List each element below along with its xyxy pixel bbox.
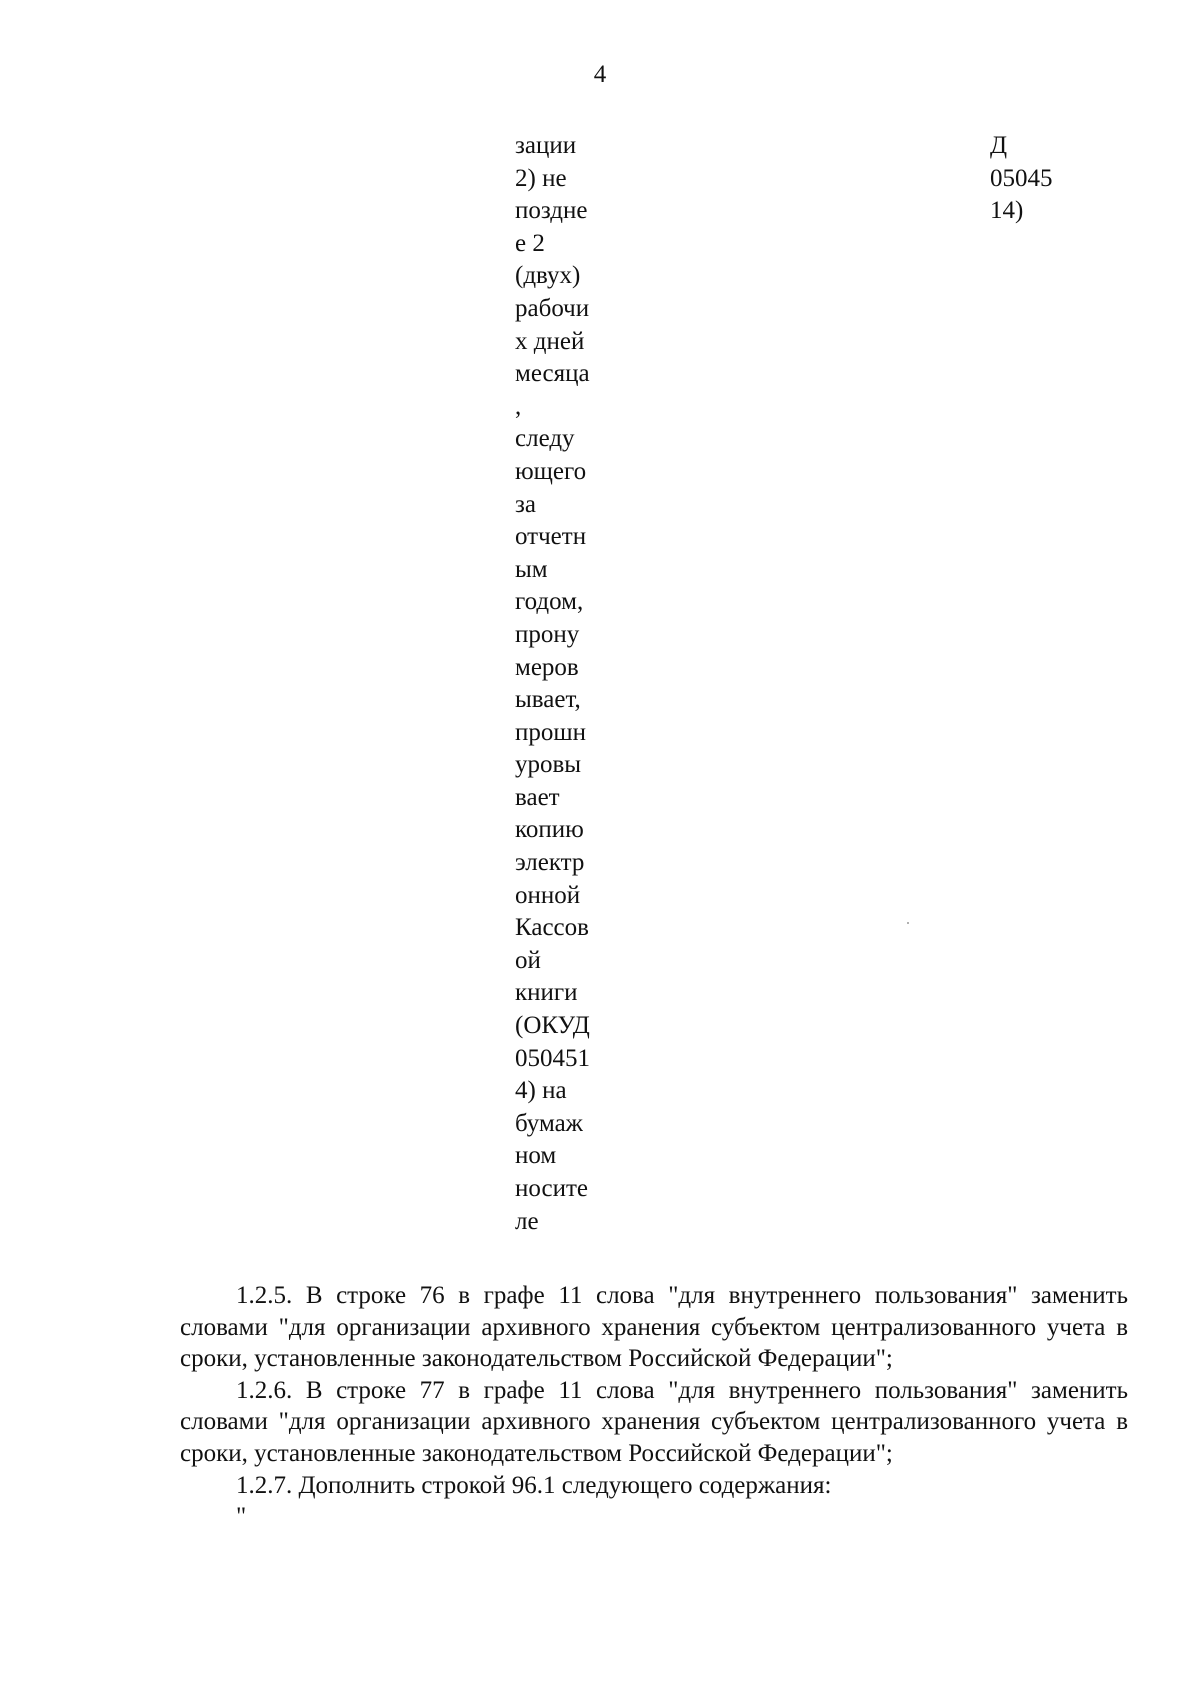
deadline-cell-line: отчетн [515, 523, 587, 551]
deadline-cell-line: ывает, [515, 686, 581, 714]
deadline-cell-line: рабочи [515, 294, 590, 322]
deadline-cell-line: вает [515, 783, 560, 811]
paragraph-1-2-6: 1.2.6. В строке 77 в графе 11 слова "для внутреннего пользования" заменить словами "для организации архивного хранения субъектом централизованного учета в сроки, установленные законодательством Российской Федерации"; [180, 1376, 1128, 1467]
deadline-cell-line: онной [515, 881, 581, 909]
paragraph-1-2-5: 1.2.5. В строке 76 в графе 11 слова "для внутреннего пользования" заменить словами "для организации архивного хранения субъектом централизованного учета в сроки, установленные законодательством Российской Федерации"; [180, 1282, 1128, 1373]
deadline-cell-line: за [515, 490, 536, 518]
form-code-cell-line: Д [990, 132, 1008, 159]
opening-quote: " [236, 1503, 247, 1531]
deadline-cell-line: электр [515, 849, 585, 877]
table-column-form-code [990, 130, 1110, 228]
deadline-cell-line: прошн [515, 718, 587, 746]
deadline-cell-line: х дней [515, 327, 585, 355]
deadline-cell-line: поздне [515, 197, 588, 225]
form-code-cell-line: 14) [990, 197, 1024, 225]
deadline-cell-line: ном [515, 1142, 557, 1170]
deadline-cell-line: 2) не [515, 164, 567, 192]
deadline-cell-line: ющего [515, 457, 587, 485]
deadline-cell-line: носите [515, 1175, 588, 1202]
scan-speck [907, 922, 909, 924]
deadline-cell-line: (ОКУД [515, 1012, 590, 1040]
deadline-cell-line: книги [515, 979, 578, 1007]
deadline-cell-line: меров [515, 653, 579, 681]
table-column-deadline [515, 130, 635, 1238]
deadline-cell-line: 4) на [515, 1077, 567, 1105]
deadline-cell-line: е 2 [515, 229, 545, 257]
deadline-cell-line: бумаж [515, 1109, 583, 1137]
form-code-cell-line: 05045 [990, 164, 1053, 192]
paragraph-1-2-7: 1.2.7. Дополнить строкой 96.1 следующего содержания: [236, 1471, 832, 1499]
deadline-cell-line: следу [515, 425, 575, 453]
deadline-cell-line: , [515, 392, 522, 420]
deadline-cell-line: годом, [515, 588, 584, 616]
page-number: 4 [593, 61, 607, 88]
deadline-cell-line: зации [515, 132, 577, 159]
deadline-cell-line: 050451 [515, 1044, 590, 1072]
deadline-cell-line: ой [515, 946, 541, 974]
deadline-cell-line: (двух) [515, 262, 581, 290]
deadline-cell-line: прону [515, 620, 580, 648]
deadline-cell-line: ым [515, 555, 548, 583]
deadline-cell-line: Кассов [515, 914, 589, 942]
document-body [180, 1280, 1128, 1533]
deadline-cell-line: месяца [515, 360, 590, 388]
deadline-cell-line: уровы [515, 751, 582, 779]
deadline-cell-line: копию [515, 816, 584, 844]
deadline-cell-line: ле [515, 1207, 539, 1235]
